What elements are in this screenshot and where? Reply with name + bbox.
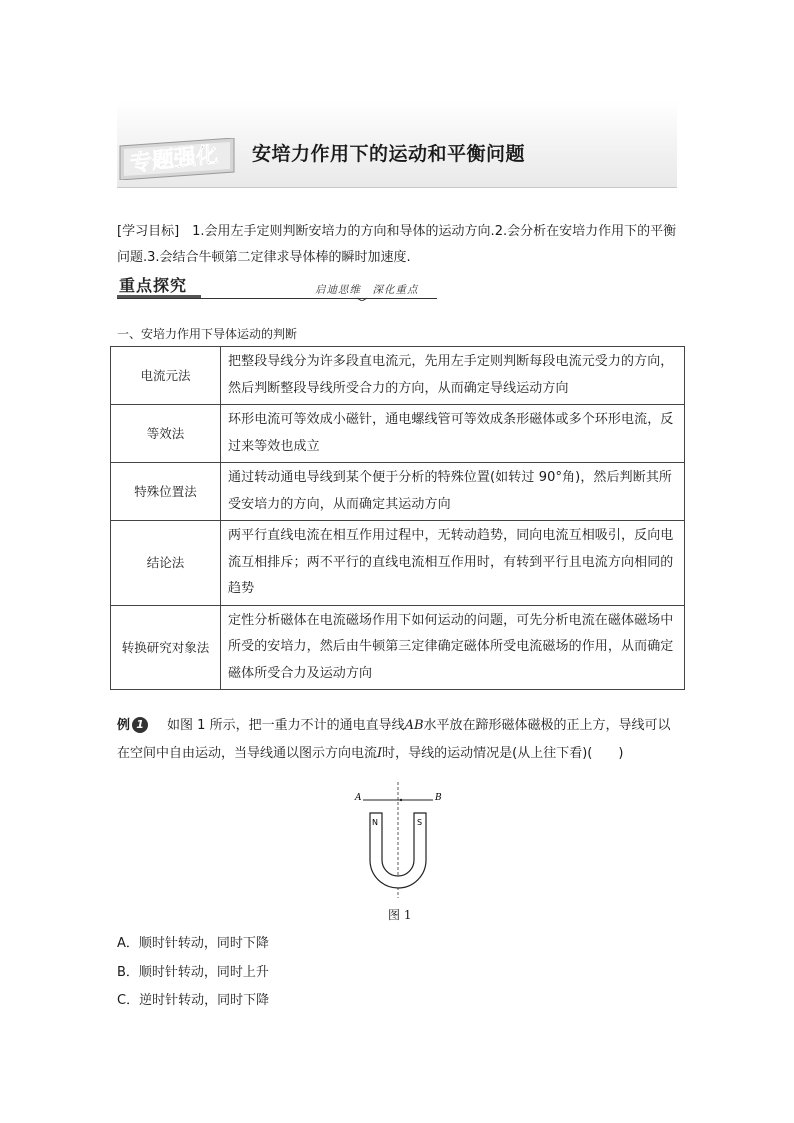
page-title: 安培力作用下的运动和平衡问题 xyxy=(252,143,526,165)
wire-label-ab: AB xyxy=(404,718,424,733)
objectives-text: 1.会用左手定则判断安培力的方向和导体的运动方向.2.会分析在安培力作用下的平衡问题.3.会结合牛顿第二定律求导体棒的瞬时加速度. xyxy=(117,224,677,265)
objectives-label: [学习目标] xyxy=(117,224,180,239)
method-name: 电流元法 xyxy=(111,347,221,405)
label-a: A xyxy=(355,793,362,803)
table-row xyxy=(111,463,685,521)
table-row xyxy=(111,405,685,463)
section-subtitle: 启迪思维 深化重点 xyxy=(315,284,419,296)
learning-objectives xyxy=(117,219,683,271)
option-c[interactable]: C．逆时针转动，同时下降 xyxy=(117,993,270,1008)
section-title: 重点探究 xyxy=(119,276,188,295)
example-number-badge: 1 xyxy=(132,717,148,733)
caret-icon xyxy=(357,293,367,301)
example-label: 例 xyxy=(117,718,131,733)
method-name: 转换研究对象法 xyxy=(111,605,221,690)
method-description: 定性分析磁体在电流磁场作用下如何运动的问题，可先分析电流在磁体磁场中所受的安培力，然后由牛顿第三定律确定磁体所受电流磁场的作用，从而确定磁体所受合力及运动方向 xyxy=(221,605,685,690)
table-row xyxy=(111,347,685,405)
header-divider xyxy=(117,187,677,188)
method-description: 把整段导线分为许多段直电流元，先用左手定则判断每段电流元受力的方向，然后判断整段导线所受合力的方向，从而确定导线运动方向 xyxy=(221,347,685,405)
table-row xyxy=(111,605,685,690)
label-b: B xyxy=(435,793,442,803)
example-text-2: 水平放在蹄形磁体磁极的正上方，导线可以在空间中自由运动，当导线通以图示方向电流 xyxy=(117,718,671,761)
section-header xyxy=(117,273,437,305)
method-name: 特殊位置法 xyxy=(111,463,221,521)
option-b[interactable]: B．顺时针转动，同时上升 xyxy=(117,964,269,980)
method-description: 两平行直线电流在相互作用过程中，无转动趋势，同向电流互相吸引，反向电流互相排斥；两不平行的直线电流相互作用时，有转到平行且电流方向相同的趋势 xyxy=(221,521,685,606)
example-question xyxy=(117,712,683,768)
method-name: 结论法 xyxy=(111,521,221,606)
horseshoe-magnet-figure xyxy=(350,780,450,900)
current-label-i: I xyxy=(377,746,383,761)
pole-n: N xyxy=(372,818,378,827)
methods-table xyxy=(110,346,685,690)
example-text-3: 时，导线的运动情况是(从上往下看)( ) xyxy=(382,746,624,761)
method-description: 通过转动通电导线到某个便于分析的特殊位置(如转过 90°角)，然后判断其所受安培力的方向，从而确定其运动方向 xyxy=(221,463,685,521)
special-topic-logo xyxy=(118,138,236,180)
pole-s: S xyxy=(417,818,423,827)
method-name: 等效法 xyxy=(111,405,221,463)
logo-text: 专题强化 xyxy=(129,142,219,177)
answer-options xyxy=(117,930,269,1016)
option-a[interactable]: A．顺时针转动，同时下降 xyxy=(117,936,269,951)
subsection-heading: 一、安培力作用下导体运动的判断 xyxy=(117,327,298,341)
table-row xyxy=(111,521,685,606)
figure-caption: 图 1 xyxy=(388,908,412,922)
example-text-1: 如图 1 所示，把一重力不计的通电直导线 xyxy=(167,718,405,733)
method-description: 环形电流可等效成小磁针，通电螺线管可等效成条形磁体或多个环形电流，反过来等效也成立 xyxy=(221,405,685,463)
wire-midpoint xyxy=(400,799,402,801)
section-underline xyxy=(117,298,437,299)
